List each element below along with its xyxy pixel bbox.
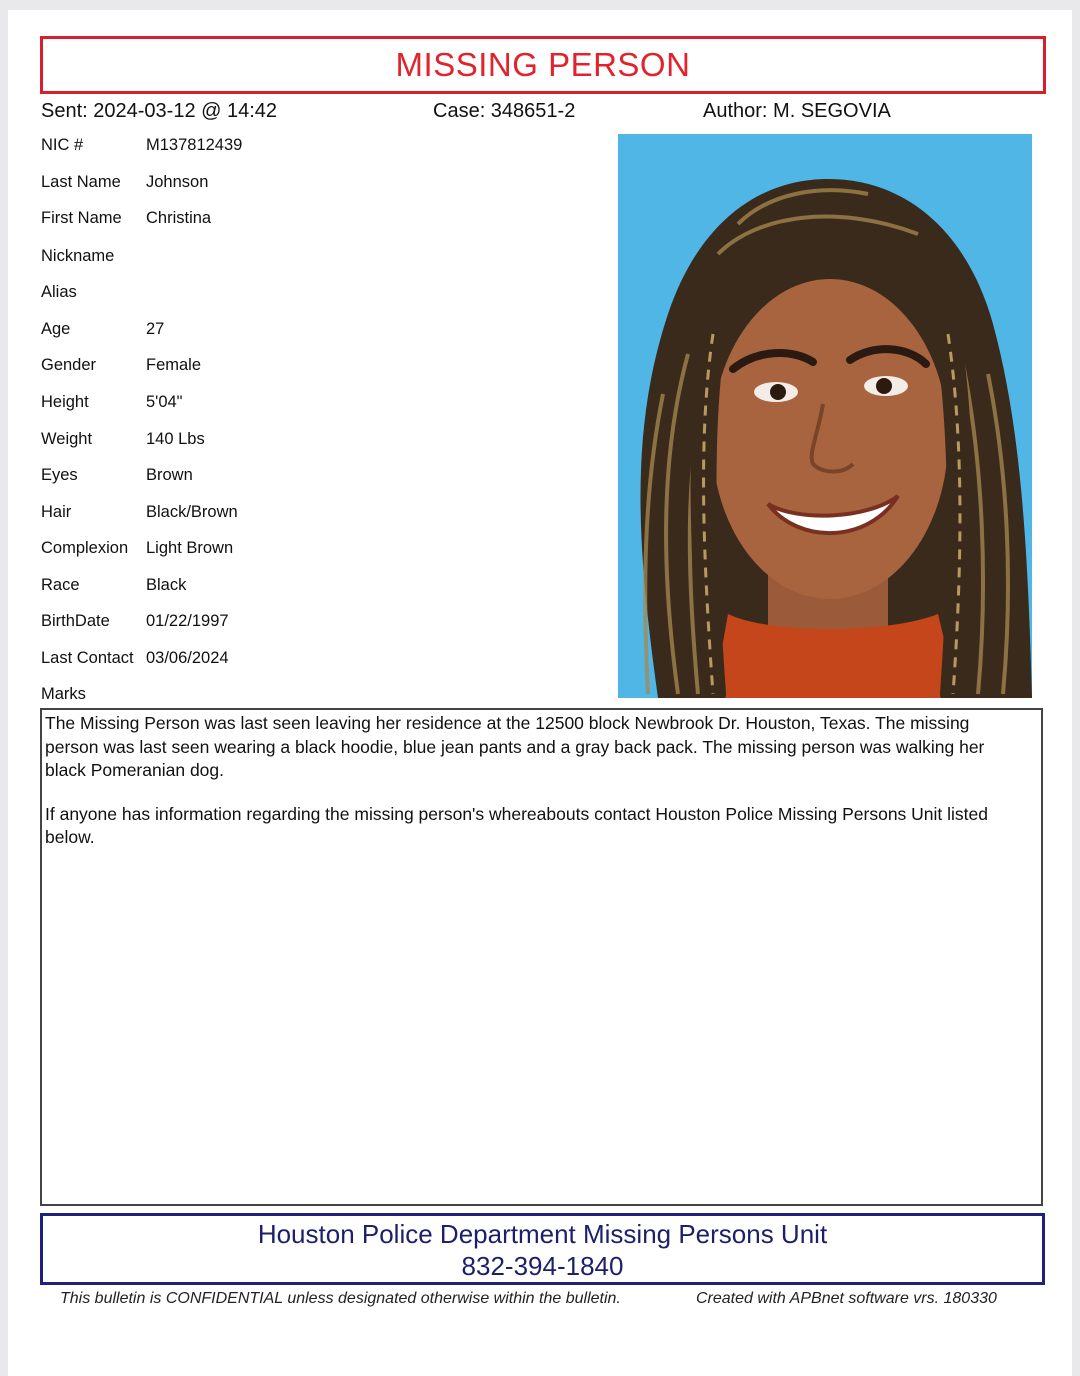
field-label: Last Name	[41, 173, 121, 191]
field-label: Marks	[41, 685, 86, 703]
confidential-notice: This bulletin is CONFIDENTIAL unless designated otherwise within the bulletin.	[60, 1290, 621, 1307]
field-value: Johnson	[146, 173, 209, 191]
field-value: Black	[146, 576, 187, 594]
field-label: BirthDate	[41, 612, 110, 630]
field-value: Brown	[146, 466, 193, 484]
page-title: MISSING PERSON	[395, 46, 691, 83]
field-label: NIC #	[41, 136, 84, 154]
person-photo	[618, 134, 1032, 698]
bulletin-meta-row	[41, 98, 1041, 128]
contact-instructions: If anyone has information regarding the missing person's whereabouts contact Houston Police Missing Persons Unit listed below.	[45, 803, 989, 847]
field-label: Alias	[41, 283, 77, 301]
field-label: First Name	[41, 209, 122, 227]
contact-unit-name: Houston Police Department Missing Persons Unit	[257, 1219, 828, 1249]
contact-box	[40, 1213, 1045, 1285]
software-credit: Created with APBnet software vrs. 180330	[696, 1290, 997, 1307]
field-label: Eyes	[41, 466, 78, 484]
contact-phone: 832-394-1840	[461, 1251, 624, 1281]
field-label: Last Contact	[41, 649, 134, 667]
sent-datetime: Sent: 2024-03-12 @ 14:42	[41, 100, 278, 122]
field-value: Light Brown	[146, 539, 234, 557]
case-number: Case: 348651-2	[433, 100, 576, 122]
field-value: Black/Brown	[146, 503, 238, 521]
description-paragraph: The Missing Person was last seen leaving her residence at the 12500 block Newbrook Dr. Houston, Texas. The missing person was last seen wearing a black hoodie, blue jean pants and a gray back pack. The missing person was walking her black Pomeranian dog.	[45, 713, 985, 780]
field-value: Female	[146, 356, 202, 374]
field-value: 5'04"	[146, 393, 183, 411]
description-box	[40, 708, 1043, 1206]
field-value: 140 Lbs	[146, 430, 205, 448]
field-value: 01/22/1997	[146, 612, 229, 630]
field-label: Race	[41, 576, 80, 594]
field-value: M137812439	[146, 136, 243, 154]
field-value: 27	[146, 320, 165, 338]
field-value: Christina	[146, 209, 212, 227]
field-label: Age	[41, 320, 71, 338]
portrait-illustration	[618, 134, 1032, 698]
field-label: Complexion	[41, 539, 129, 557]
title-banner	[40, 36, 1046, 94]
field-label: Hair	[41, 503, 72, 521]
field-label: Weight	[41, 430, 93, 448]
field-value: 03/06/2024	[146, 649, 229, 667]
field-label: Height	[41, 393, 89, 411]
author-name: Author: M. SEGOVIA	[703, 100, 891, 122]
field-label: Gender	[41, 356, 97, 374]
bulletin-page	[8, 10, 1072, 1376]
field-label: Nickname	[41, 247, 115, 265]
